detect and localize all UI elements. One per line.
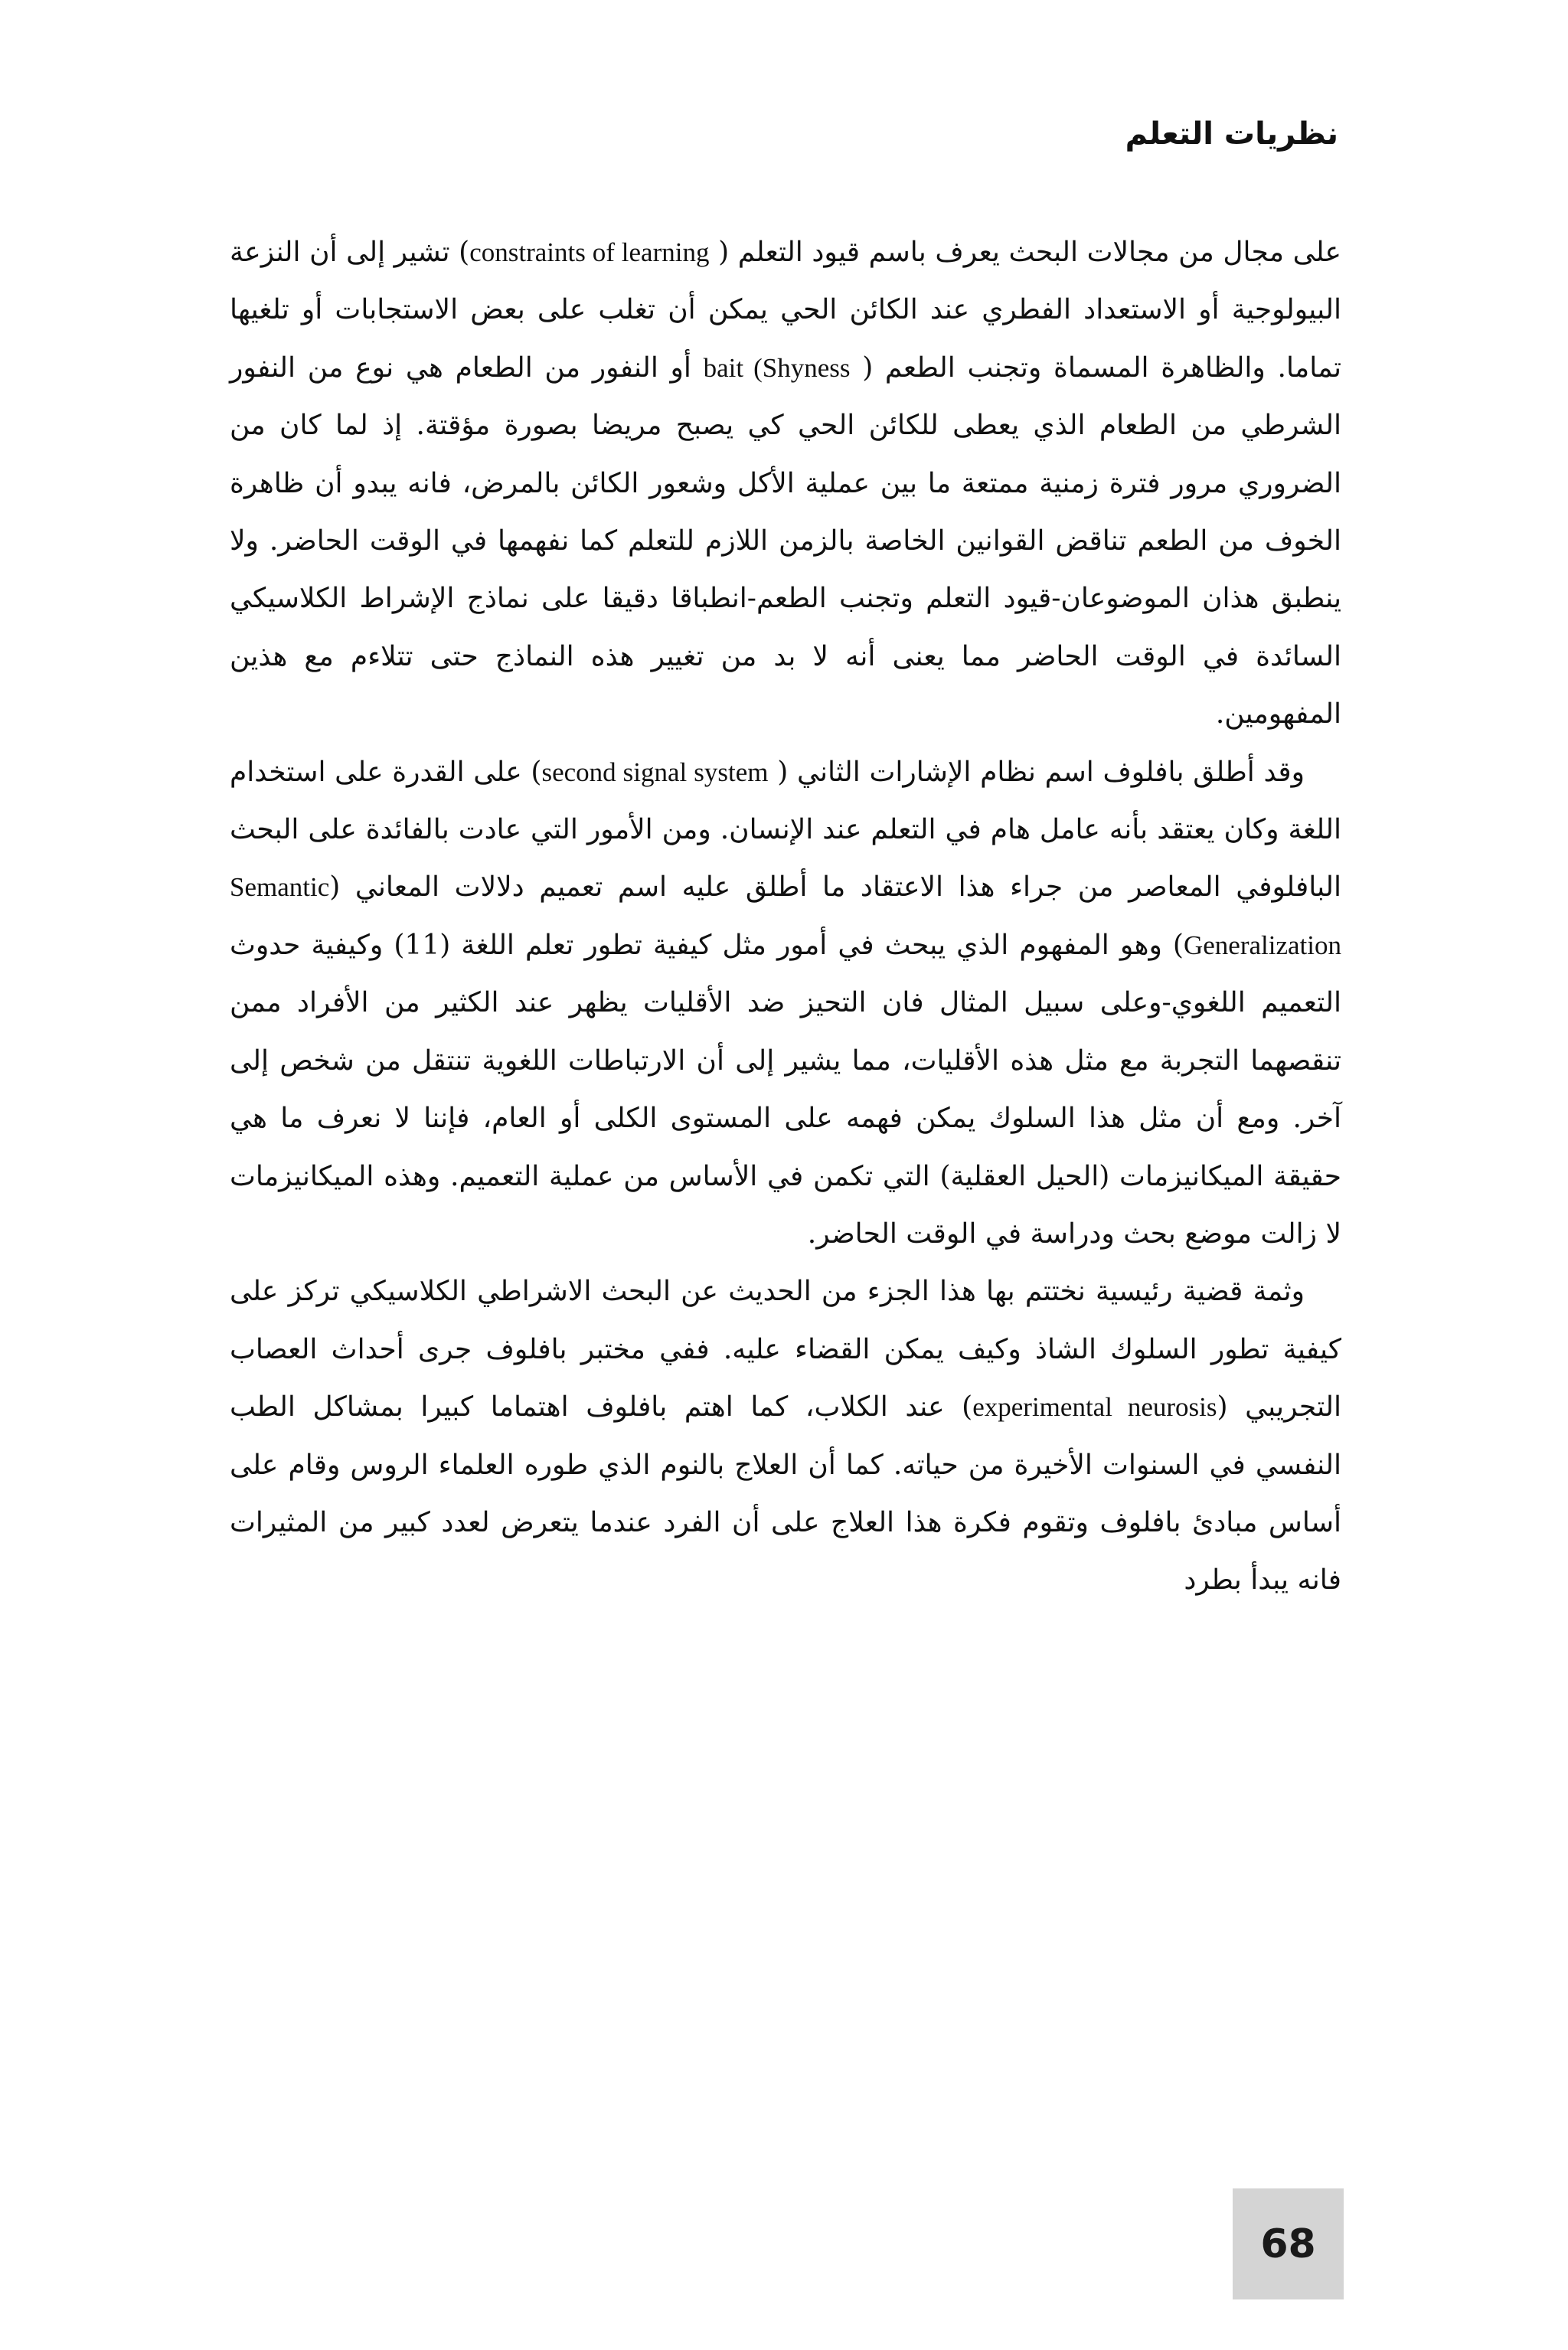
english-term: constraints of learning [469, 237, 710, 267]
english-term: second signal system [541, 757, 769, 787]
text-segment: على مجال من مجالات البحث يعرف باسم قيود التعلم ( [709, 237, 1342, 268]
text-segment: ) عند الكلاب، كما اهتم بافلوف اهتماما كبيرا بمشاكل الطب النفسي في السنوات الأخيرة من حياته. كما أن العلاج بالنوم الذي طوره العلماء الروس وقام على أساس مبادئ بافلوف وتقوم فكرة هذا العلاج على أن الفرد عندما يتعرض لعدد كبير من المثيرات فانه يبدأ بطرد [230, 1391, 1341, 1597]
text-segment: وثمة قضية رئيسية نختتم بها هذا الجزء من الحديث عن البحث الاشراطي الكلاسيكي تركز على كيفية تطور السلوك الشاذ وكيف يمكن القضاء عليه. ففي مختبر بافلوف جرى أحداث العصاب التجريبي ( [230, 1276, 1342, 1423]
paragraph-1 [230, 224, 1341, 744]
text-segment: ) على القدرة على استخدام اللغة وكان يعتقد بأنه عامل هام في التعلم عند الإنسان. ومن الأمور التي عادت بالفائدة على البحث البافلوفي المعاصر من جراء هذا الاعتقاد ما أطلق عليه اسم تعميم دلالات المعاني ( [230, 756, 1341, 904]
running-header-title: نظريات التعلم [1125, 116, 1338, 152]
english-term: bait (Shyness [703, 352, 851, 383]
text-segment: وقد أطلق بافلوف اسم نظام الإشارات الثاني ( [768, 756, 1305, 788]
english-term: Semantic Generalization [230, 872, 1341, 960]
paragraph-3 [230, 1263, 1341, 1609]
text-segment: ) تشير إلى أن النزعة البيولوجية أو الاستعداد الفطري عند الكائن الحي يمكن أن تغلب على بعض الاستجابات أو تلغيها تماما. والظاهرة المسماة وتجنب الطعم ( [230, 237, 1342, 384]
paragraph-2 [230, 744, 1341, 1263]
english-term: experimental neurosis [972, 1392, 1217, 1423]
page-number: 68 [1260, 2221, 1316, 2267]
page-number-badge [1233, 2188, 1344, 2299]
text-segment: ) وهو المفهوم الذي يبحث في أمور مثل كيفية تطور تعلم اللغة (11) وكيفية حدوث التعميم اللغوي-وعلى سبيل المثال فان التحيز ضد الأقليات يظهر عند الكثير من الأفراد ممن تنقصهما التجربة مع مثل هذه الأقليات، مما يشير إلى أن الارتباطات اللغوية تنتقل من شخص إلى آخر. ومع أن مثل هذا السلوك يمكن فهمه على المستوى الكلى أو العام، فإننا لا نعرف ما هي حقيقة الميكانيزمات (الحيل العقلية) التي تكمن في الأساس من عملية التعميم. وهذه الميكانيزمات لا زالت موضع بحث ودراسة في الوقت الحاضر. [230, 929, 1341, 1250]
text-segment: أو النفور من الطعام هي نوع من النفور الشرطي من الطعام الذي يعطى للكائن الحي كي يصبح مريضا بصورة مؤقتة. إذ لما كان من الضروري مرور فترة زمنية ممتعة ما بين عملية الأكل وشعور الكائن بالمرض، فانه يبدو أن ظاهرة الخوف من الطعم تناقض القوانين الخاصة بالزمن اللازم للتعلم كما نفهمها في الوقت الحاضر. ولا ينطبق هذان الموضوعان-قيود التعلم وتجنب الطعم-انطباقا دقيقا على نماذج الإشراط الكلاسيكي السائدة في الوقت الحاضر مما يعنى أنه لا بد من تغيير هذه النماذج حتى تتلاءم مع هذين المفهومين. [230, 351, 1341, 730]
body-text [230, 224, 1341, 1610]
